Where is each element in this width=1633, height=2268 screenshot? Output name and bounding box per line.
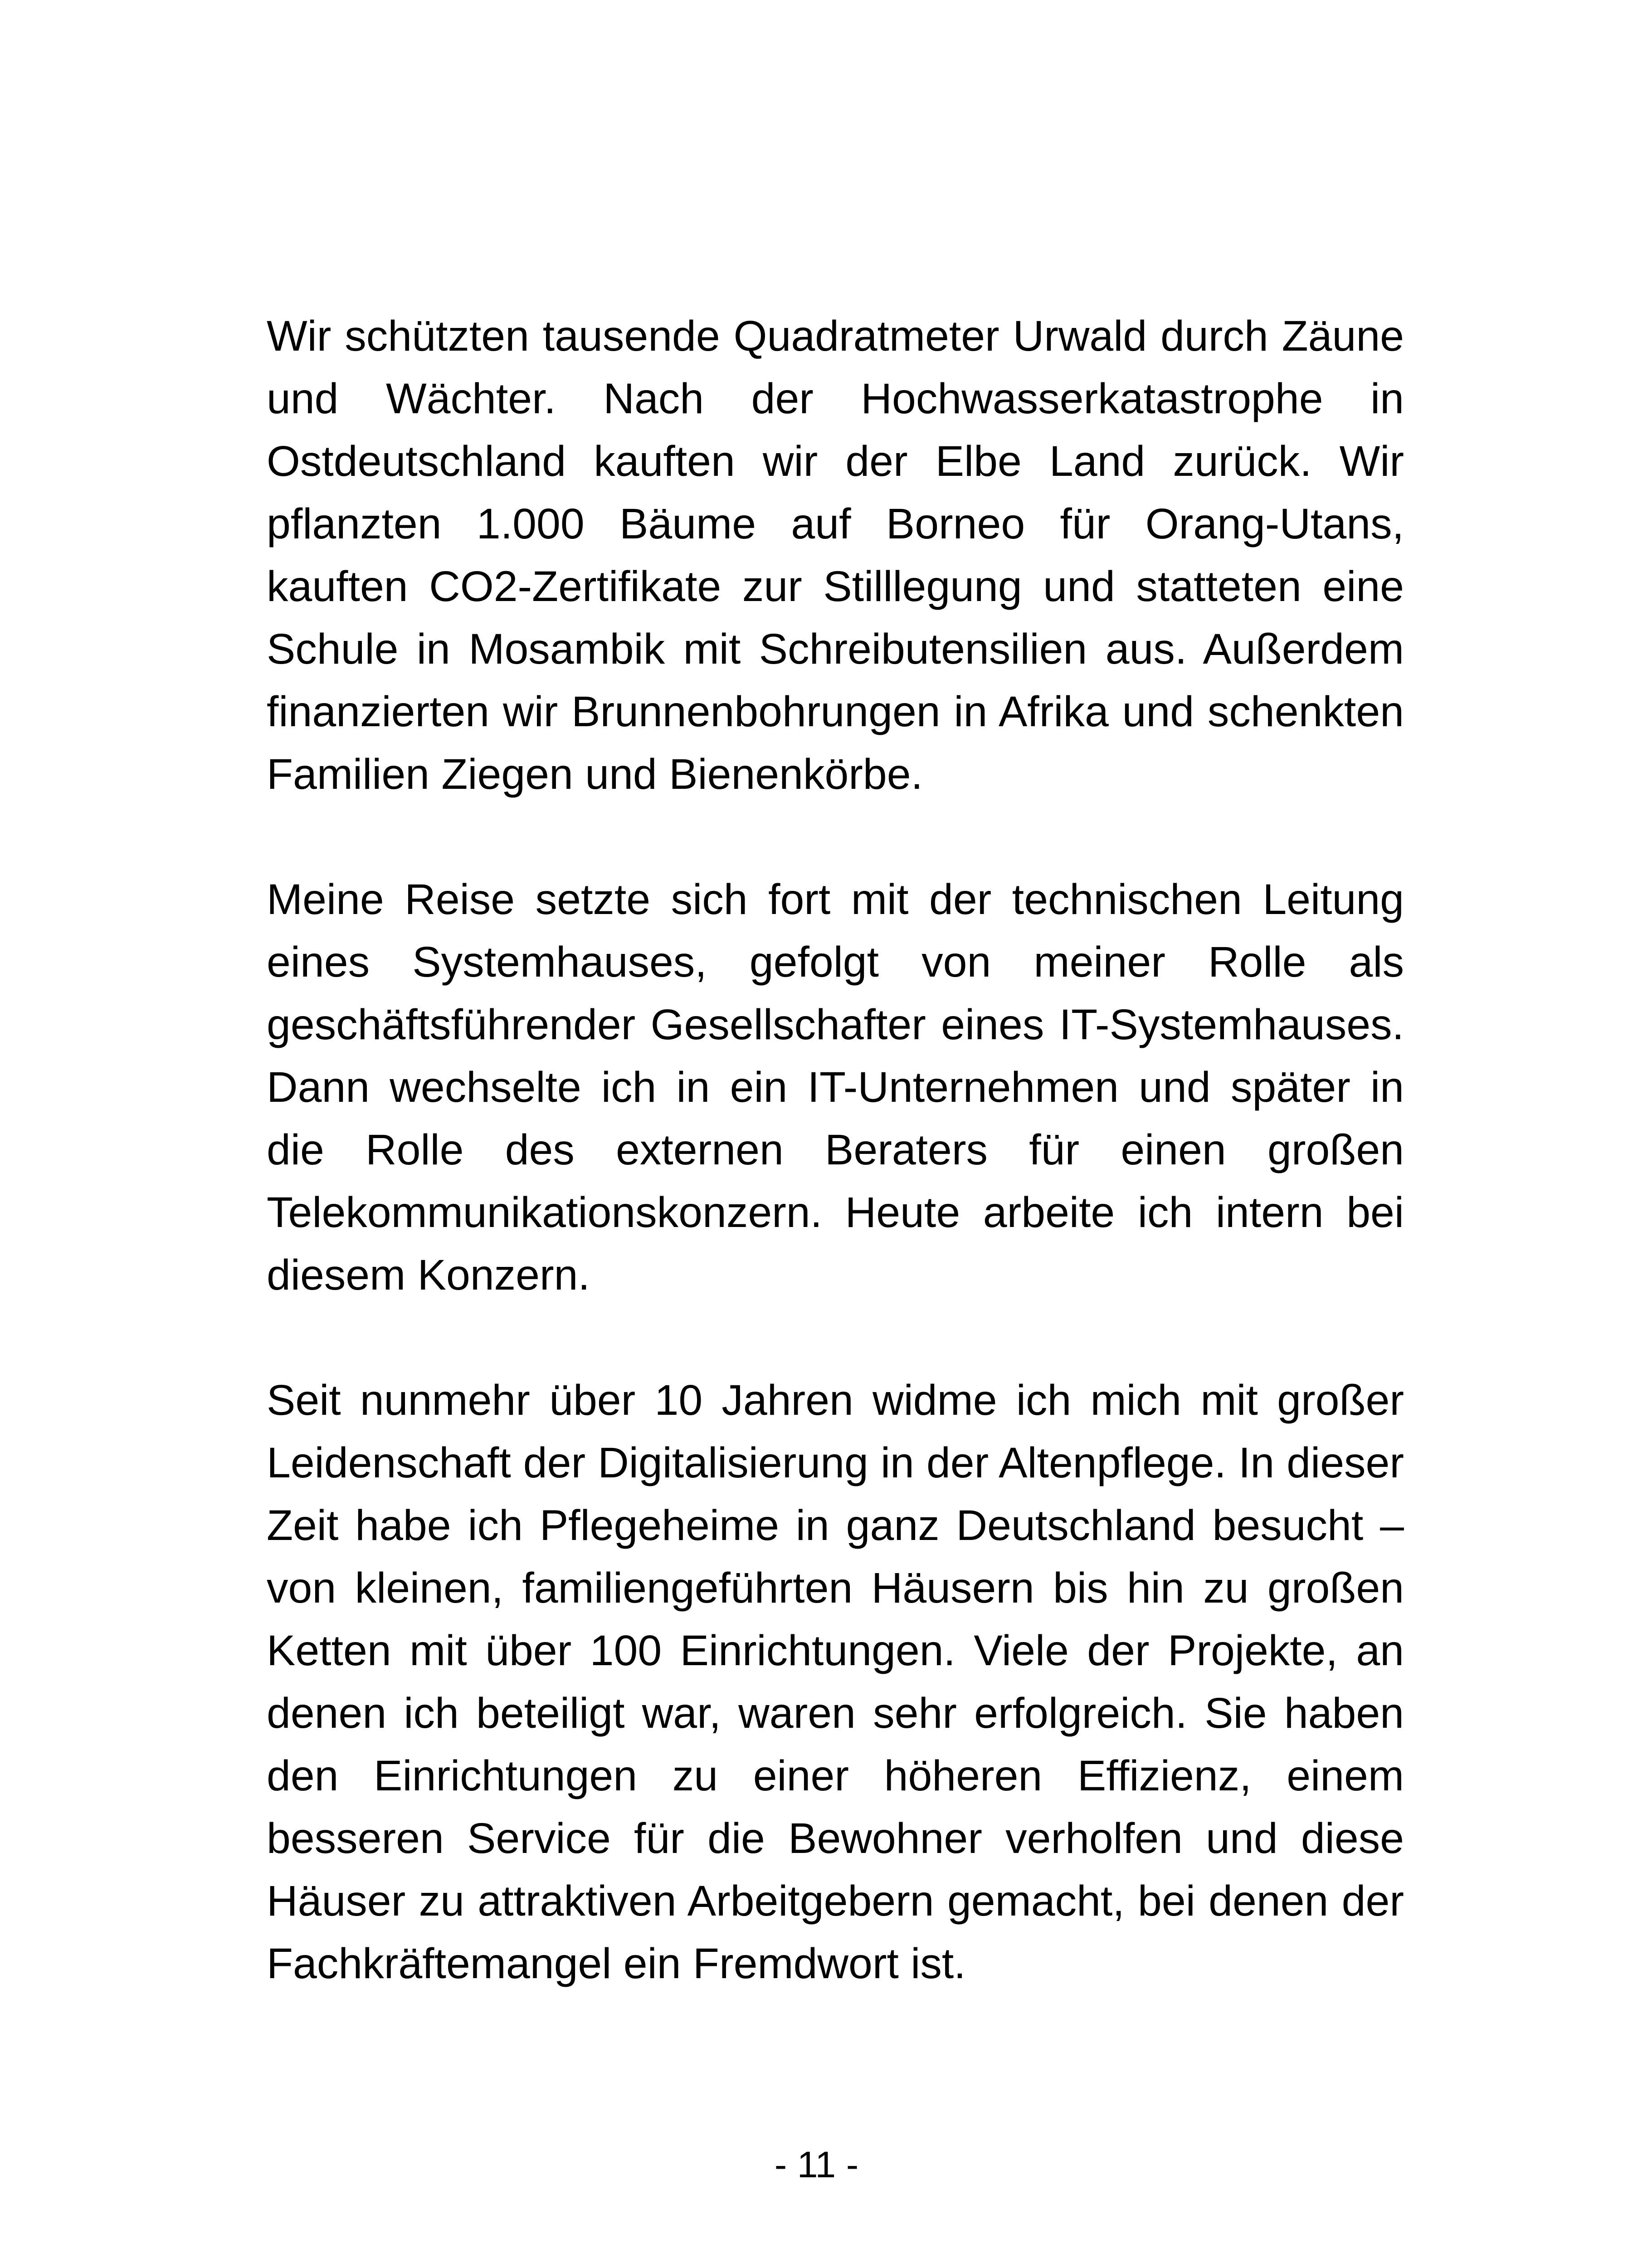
body-text	[267, 305, 1404, 1995]
paragraph-2: Meine Reise setzte sich fort mit der technischen Leitung eines Systemhauses, gefolgt von meiner Rolle als geschäftsführender Gesellschafter eines IT-Systemhauses. Dann wechselte ich in ein IT-Unternehmen und später in die Rolle des externen Beraters für einen großen Telekommunikationskonzern. Heute arbeite ich intern bei diesem Konzern.	[267, 875, 1404, 1299]
page-number: - 11 -	[774, 2144, 859, 2185]
paragraph-1: Wir schützten tausende Quadratmeter Urwald durch Zäune und Wächter. Nach der Hochwasserkatastrophe in Ostdeutschland kauften wir der Elbe Land zurück. Wir pflanzten 1.000 Bäume auf Borneo für Orang-Utans, kauften CO2-Zertifikate zur Stilllegung und statteten eine Schule in Mosambik mit Schreibutensilien aus. Außerdem finanzierten wir Brunnenbohrungen in Afrika und schenkten Familien Ziegen und Bienenkörbe.	[267, 312, 1404, 798]
paragraph-3: Seit nunmehr über 10 Jahren widme ich mich mit großer Leidenschaft der Digitalisierung in der Altenpflege. In dieser Zeit habe ich Pflegeheime in ganz Deutschland besucht – von kleinen, familiengeführten Häusern bis hin zu großen Ketten mit über 100 Einrichtungen. Viele der Projekte, an denen ich beteiligt war, waren sehr erfolgreich. Sie haben den Einrichtungen zu einer höheren Effizienz, einem besseren Service für die Bewohner verholfen und diese Häuser zu attraktiven Arbeitgebern gemacht, bei denen der Fachkräftemangel ein Fremdwort ist.	[267, 1376, 1404, 1988]
